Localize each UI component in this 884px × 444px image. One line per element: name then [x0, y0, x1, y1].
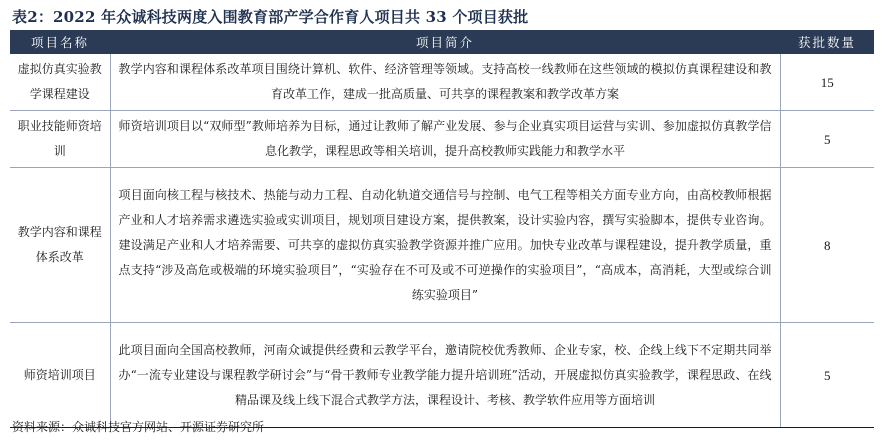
- project-desc-cell: 教学内容和课程体系改革项目围绕计算机、软件、经济管理等领域。支持高校一线教师在这些领域的模拟仿真课程建设和教育改革工作，建成一批高质量、可共享的课程教案和教学改革方案: [110, 54, 780, 111]
- project-desc-cell: 此项目面向全国高校教师，河南众诚提供经费和云教学平台，邀请院校优秀教师、企业专家，校、企线上线下不定期共同举办“一流专业建设与课程教学研讨会”与“骨干教师专业教学能力提升培训班”活动，开展虚拟仿真实验教学，课程思政、在线精品课及线上线下混合式教学方法，课程设计、考核、教学软件应用等方面培训: [110, 323, 780, 428]
- project-name-cell: 师资培训项目: [10, 323, 110, 428]
- project-desc-cell: 师资培训项目以“双师型”教师培养为目标，通过让教师了解产业发展、参与企业真实项目运营与实训、参加虚拟仿真教学信息化教学，课程思政等相关培训，提升高校教师实践能力和教学水平: [110, 111, 780, 168]
- approved-count-cell: 8: [780, 168, 874, 323]
- approved-count-cell: 5: [780, 323, 874, 428]
- header-project-name: 项目名称: [10, 30, 110, 54]
- approved-count-cell: 15: [780, 54, 874, 111]
- project-name-cell: 职业技能师资培训: [10, 111, 110, 168]
- table-row: [10, 168, 874, 323]
- table-row: [10, 323, 874, 428]
- projects-table: [10, 30, 874, 428]
- approved-count-cell: 5: [780, 111, 874, 168]
- source-note: 资料来源：众诚科技官方网站、开源证券研究所: [12, 420, 265, 434]
- project-name-cell: 教学内容和课程体系改革: [10, 168, 110, 323]
- table-header-row: [10, 30, 874, 54]
- table-title: 表2：2022 年众诚科技两度入围教育部产学合作育人项目共 33 个项目获批: [12, 8, 529, 26]
- project-desc-cell: 项目面向核工程与核技术、热能与动力工程、自动化轨道交通信号与控制、电气工程等相关方面专业方向，由高校教师根据产业和人才培养需求遴选实验或实训项目，规划项目建设方案，提供教案，设计实验内容，撰写实验脚本，提供专业咨询。建设满足产业和人才培养需要、可共享的虚拟仿真实验教学资源并推广应用。加快专业改革与课程建设，提升教学质量，重点支持“涉及高危或极端的环境实验项目”，“实验存在不可及或不可逆操作的实验项目”，“高成本，高消耗，大型或综合训练实验项目”: [110, 168, 780, 323]
- header-project-desc: 项目简介: [110, 30, 780, 54]
- header-approved-count: 获批数量: [780, 30, 874, 54]
- table-row: [10, 111, 874, 168]
- project-name-cell: 虚拟仿真实验教学课程建设: [10, 54, 110, 111]
- table-row: [10, 54, 874, 111]
